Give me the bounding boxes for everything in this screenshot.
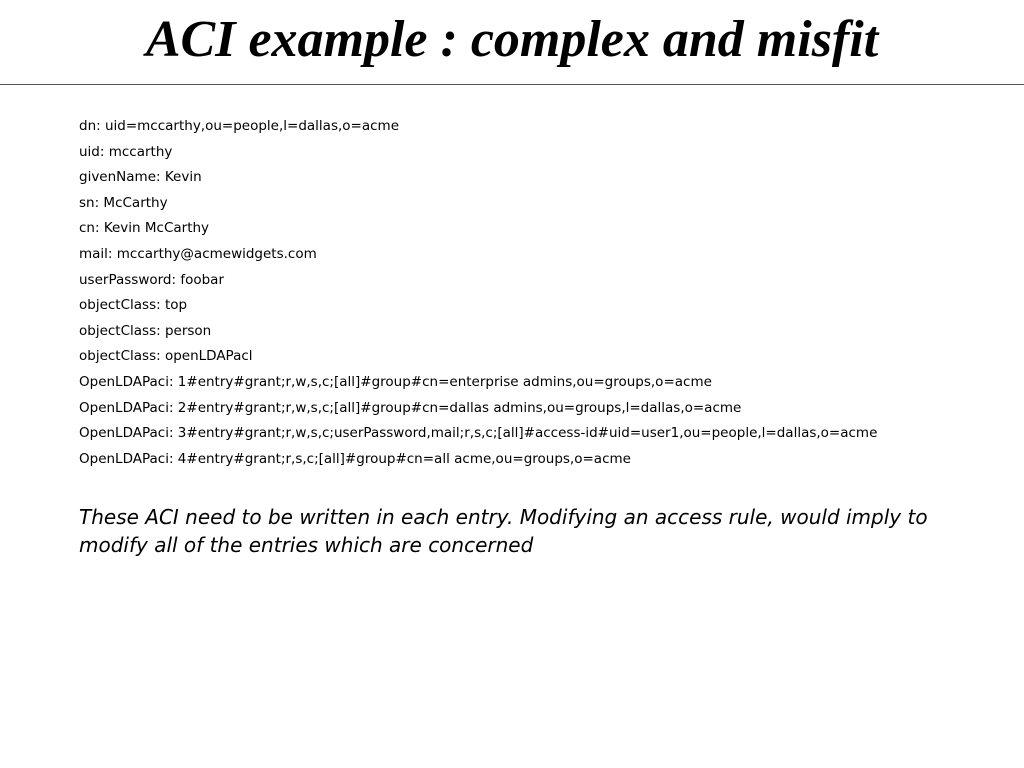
title-divider <box>0 84 1024 85</box>
ldif-line-aci-1: OpenLDAPaci: 1#entry#grant;r,w,s,c;[all]#group#cn=enterprise admins,ou=groups,o=acme <box>79 373 712 390</box>
ldif-line-cn: cn: Kevin McCarthy <box>79 220 210 237</box>
ldif-line-aci-2: OpenLDAPaci: 2#entry#grant;r,w,s,c;[all]#group#cn=dallas admins,ou=groups,l=dallas,o=acme <box>79 399 742 416</box>
ldif-line-objectclass-person: objectClass: person <box>79 322 212 339</box>
ldif-line-sn: sn: McCarthy <box>79 194 168 211</box>
slide-title: ACI example : complex and misfit <box>145 11 879 68</box>
ldif-line-mail: mail: mccarthy@acmewidgets.com <box>79 245 317 262</box>
ldif-line-aci-3: OpenLDAPaci: 3#entry#grant;r,w,s,c;userPassword,mail;r,s,c;[all]#access-id#uid=user1,ou=people,l=dallas,o=acme <box>79 425 878 442</box>
ldif-line-uid: uid: mccarthy <box>79 143 173 160</box>
ldif-line-aci-4: OpenLDAPaci: 4#entry#grant;r,s,c;[all]#group#cn=all acme,ou=groups,o=acme <box>79 450 631 467</box>
ldif-line-objectclass-top: objectClass: top <box>79 297 188 314</box>
ldif-line-givenname: givenName: Kevin <box>79 169 202 186</box>
slide-note: These ACI need to be written in each entry. Modifying an access rule, would imply to modify all of the entries which are concerned <box>79 505 928 557</box>
ldif-line-objectclass-openldapacl: objectClass: openLDAPacl <box>79 348 253 365</box>
ldif-line-dn: dn: uid=mccarthy,ou=people,l=dallas,o=acme <box>79 118 400 134</box>
ldif-line-userpassword: userPassword: foobar <box>79 271 225 288</box>
ldif-entry <box>79 114 877 472</box>
